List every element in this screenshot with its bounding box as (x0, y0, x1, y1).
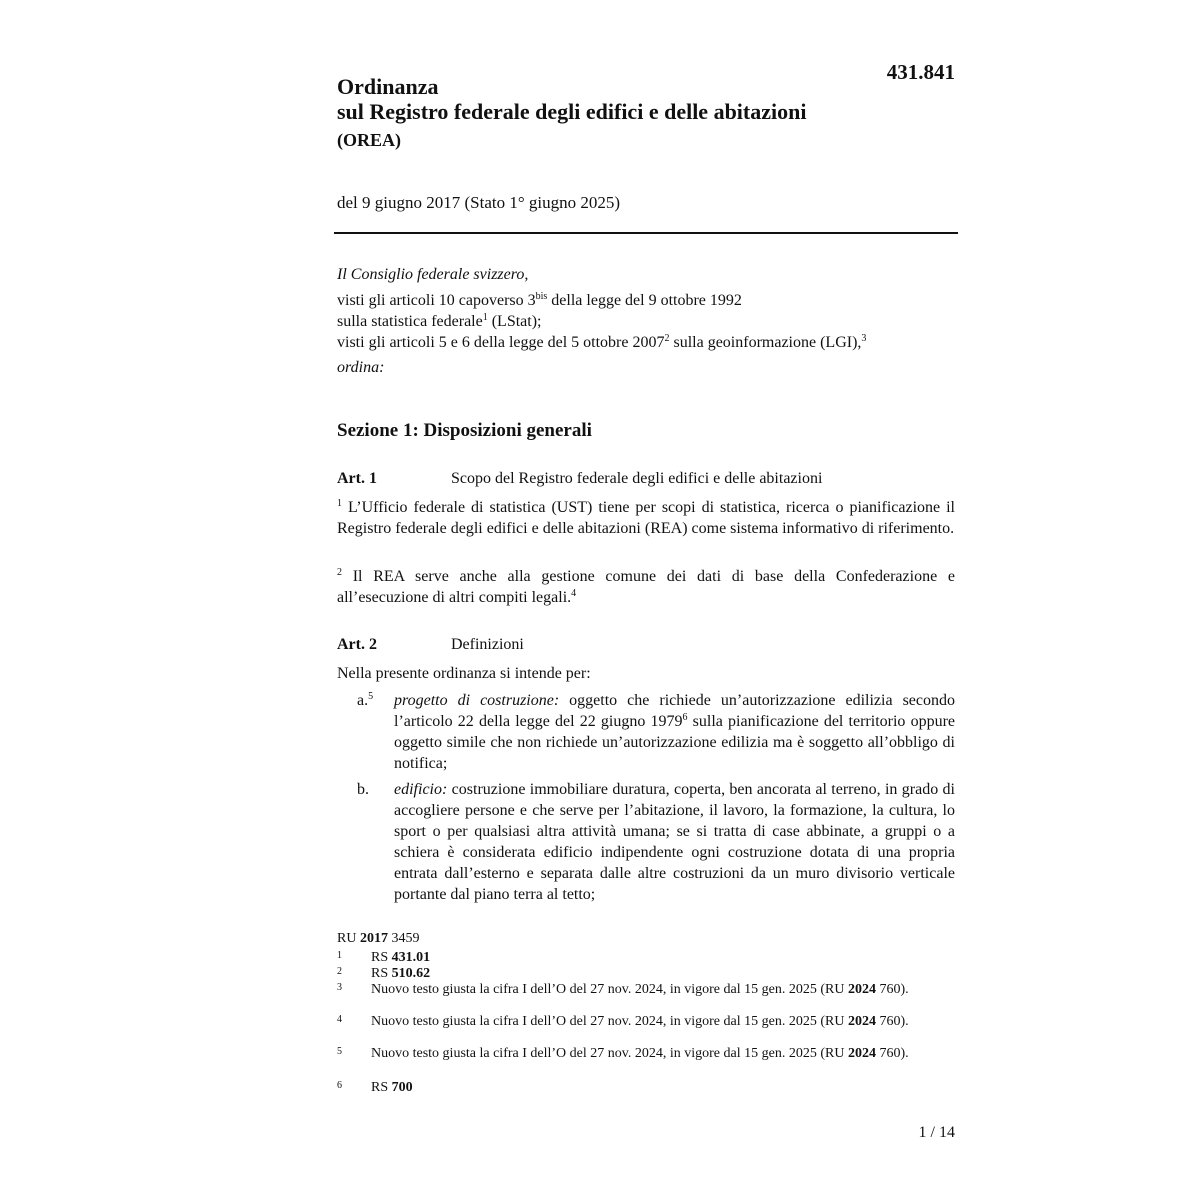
art2-item-a: progetto di costruzione: oggetto che richiede un’autorizzazione edilizia secondo l’articolo 22 della legge del 22 giugno 1979$^6$ sulla pianificazione del territorio oppure oggetto simile che non richiede un’autorizzazione edilizia ma è soggetto all’obbligo di notifica; (394, 692, 956, 772)
art2-item-b: edificio: costruzione immobiliare duratura, coperta, ben ancorata al terreno, in grado di accogliere persone e che serve per l’abitazione, il lavoro, la formazione, la cultura, lo sport o per qualsiasi altra attività umana; se si tratta di case abbinate, a gruppi o a schiera è considerata edificio indipendente ogni costruzione dotata di una propria entrata dall’esterno e separata dalle altre costruzioni da un muro divisorio verticale portante dal piano terra al tetto; (394, 781, 955, 903)
art1-title: Scopo del Registro federale degli edifici e delle abitazioni (451, 470, 823, 487)
preamble-line-3: visti gli articoli 5 e 6 della legge del 5 ottobre 2007$^2$ sulla geoinformazione (LGI),$^3$ (337, 333, 867, 351)
footnote-4: Nuovo testo giusta la cifra I dell’O del 27 nov. 2024, in vigore dal 15 gen. 2025 (RU 2024 760). (371, 1014, 909, 1029)
page-number: 1 / 14 (918, 1124, 955, 1141)
art1-paragraph-2: $^2$ Il REA serve anche alla gestione comune dei dati di base della Confederazione e all’esecuzione di altri compiti legali.$^4$ (337, 567, 955, 606)
art1-paragraph-1: $^1$ L’Ufficio federale di statistica (UST) tiene per scopi di statistica, ricerca o pianificazione il Registro federale degli edifici e delle abitazioni (REA) come sistema informativo di riferimento. (337, 498, 955, 537)
preamble-line-2: sulla statistica federale$^1$ (LStat); (337, 312, 542, 330)
preamble-ordina: ordina: (337, 359, 385, 376)
art2-item-b-label: b. (357, 781, 369, 798)
footnote-5-number: 5 (337, 1046, 342, 1057)
footnote-6: RS 700 (371, 1080, 413, 1095)
footnote-1: RS 431.01 (371, 950, 431, 965)
document-date: del 9 giugno 2017 (Stato 1° giugno 2025) (337, 193, 621, 212)
preamble-line-1: visti gli articoli 10 capoverso $3^{bis}$ della legge del 9 ottobre 1992 (337, 291, 742, 309)
footnote-4-number: 4 (337, 1014, 342, 1025)
footnote-3-number: 3 (337, 982, 342, 993)
footnote-2-number: 2 (337, 966, 342, 977)
preamble-council: Il Consiglio federale svizzero, (337, 266, 529, 283)
art1-number: Art. 1 (337, 470, 377, 487)
title-subject: sul Registro federale degli edifici e delle abitazioni (337, 99, 807, 124)
footnote-2: RS 510.62 (371, 966, 431, 981)
art2-title: Definizioni (451, 636, 524, 653)
document-number: 431.841 (886, 60, 955, 84)
title-ordinance: Ordinanza (337, 74, 439, 99)
footnote-1-number: 1 (337, 950, 342, 961)
title-abbreviation: (OREA) (337, 130, 401, 150)
art2-item-a-label: a.$^5$ (357, 691, 374, 709)
footnote-5: Nuovo testo giusta la cifra I dell’O del 27 nov. 2024, in vigore dal 15 gen. 2025 (RU 2024 760). (371, 1046, 909, 1061)
art2-intro: Nella presente ordinanza si intende per: (337, 665, 591, 682)
header-divider (334, 232, 958, 234)
footnote-3: Nuovo testo giusta la cifra I dell’O del 27 nov. 2024, in vigore dal 15 gen. 2025 (RU 2024 760). (371, 982, 909, 997)
section-1-heading: Sezione 1: Disposizioni generali (337, 420, 592, 441)
footnote-ru-reference: RU 2017 3459 (337, 931, 420, 946)
art2-number: Art. 2 (337, 636, 377, 653)
footnote-6-number: 6 (337, 1080, 342, 1091)
